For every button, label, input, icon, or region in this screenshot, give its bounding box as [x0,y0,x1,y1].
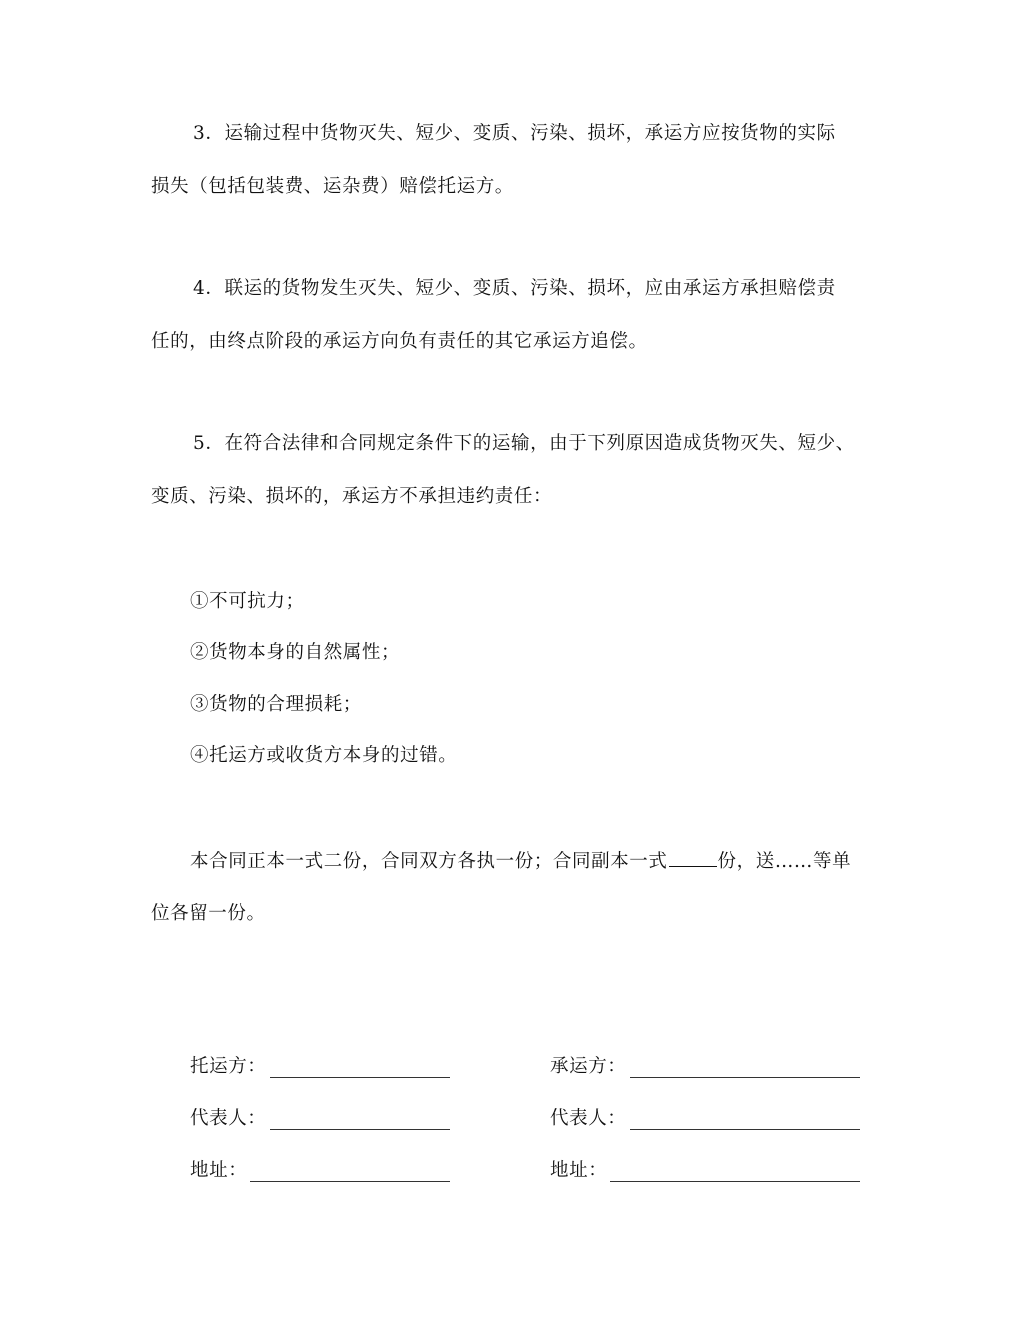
carrier-address-line[interactable] [610,1181,860,1182]
exemption-item: ②货物本身的自然属性； [190,642,401,663]
exemption-item: ①不可抗力； [190,591,305,612]
copies-text-after: 份，送……等单 [717,851,852,872]
shipper-label: 托运方： [190,1056,267,1077]
carrier-label: 承运方： [550,1056,627,1077]
clause-3-line-1: 3．运输过程中货物灭失、短少、变质、污染、损坏，承运方应按货物的实际 [193,123,836,144]
copies-line-1 [190,848,851,875]
shipper-address-line[interactable] [250,1181,450,1182]
signature-row-parties [0,1054,1020,1084]
clause-5-line-2: 变质、污染、损坏的，承运方不承担违约责任： [151,486,553,507]
exemption-item: ③货物的合理损耗； [190,694,362,715]
shipper-representative-label: 代表人： [190,1108,267,1129]
clause-4-line-1: 4．联运的货物发生灭失、短少、变质、污染、损坏，应由承运方承担赔偿责 [193,278,836,299]
copies-line-2: 位各留一份。 [151,903,266,924]
signature-row-representatives [0,1106,1020,1136]
copies-text-before: 本合同正本一式二份，合同双方各执一份；合同副本一式 [190,851,668,872]
carrier-address-label: 地址： [550,1160,608,1181]
carrier-representative-line[interactable] [630,1129,860,1130]
clause-3-line-2: 损失（包括包装费、运杂费）赔偿托运方。 [151,176,514,197]
clause-4-line-2: 任的，由终点阶段的承运方向负有责任的其它承运方追偿。 [151,331,648,352]
shipper-address-label: 地址： [190,1160,248,1181]
shipper-representative-line[interactable] [270,1129,450,1130]
signature-row-addresses [0,1158,1020,1188]
copies-count-blank[interactable] [669,848,717,867]
carrier-signature-line[interactable] [630,1077,860,1078]
exemption-item: ④托运方或收货方本身的过错。 [190,745,458,766]
shipper-signature-line[interactable] [270,1077,450,1078]
carrier-representative-label: 代表人： [550,1108,627,1129]
clause-5-line-1: 5．在符合法律和合同规定条件下的运输，由于下列原因造成货物灭失、短少、 [193,433,855,454]
